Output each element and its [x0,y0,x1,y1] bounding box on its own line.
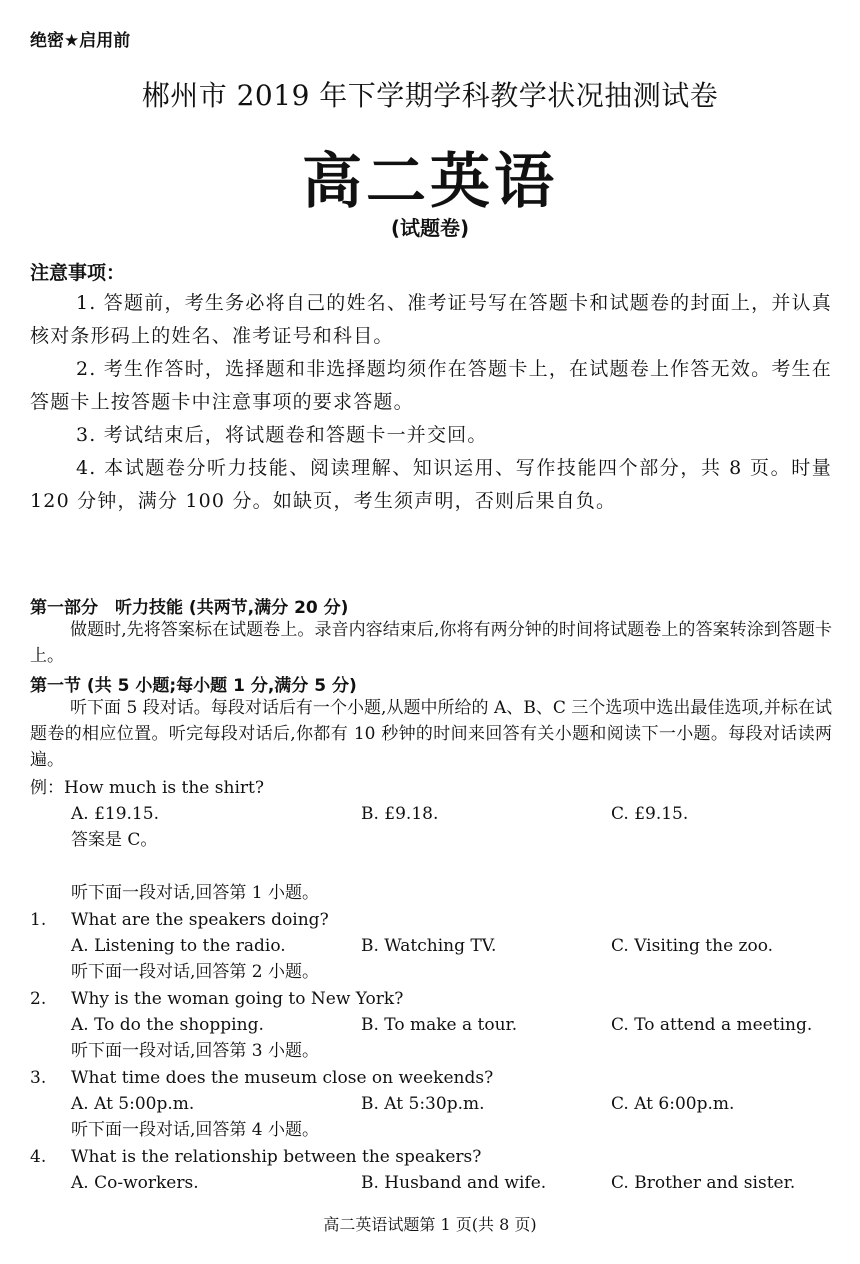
page-footer: 高二英语试题第 1 页(共 8 页) [323,1215,537,1234]
exam-title: 郴州市 2019 年下学期学科教学状况抽测试卷 [141,79,719,112]
option-c: C. To attend a meeting. [611,1015,813,1035]
option-c: C. Brother and sister. [611,1173,796,1193]
example-option-c: C. £9.15. [611,804,689,824]
option-b: B. To make a tour. [361,1015,518,1035]
question-intro: 听下面一段对话,回答第 3 小题。 [71,1041,320,1061]
option-a: A. Co-workers. [71,1173,199,1193]
confidential-mark: 绝密★启用前 [30,31,131,51]
question-intro: 听下面一段对话,回答第 4 小题。 [71,1120,320,1140]
option-b: B. Watching TV. [361,936,497,956]
option-a: A. Listening to the radio. [71,936,286,956]
example-answer: 答案是 C。 [71,830,158,850]
question-intro: 听下面一段对话,回答第 1 小题。 [71,883,320,903]
notice-item: 3. 考试结束后，将试题卷和答题卡一并交回。 [76,424,488,446]
section1-instruction: 听下面 5 段对话。每段对话后有一个小题,从题中所给的 A、B、C 三个选项中选出最佳选项,并标在试题卷的相应位置。听完每段对话后,你都有 10 秒钟的时间来回答有关小题和阅读下一小题。每段对话读两遍。 [30,698,832,770]
option-a: A. To do the shopping. [71,1015,264,1035]
option-b: B. Husband and wife. [361,1173,547,1193]
paper-type: (试题卷) [390,216,470,240]
notice-item: 4. 本试题卷分听力技能、阅读理解、知识运用、写作技能四个部分，共 8 页。时量 120 分钟，满分 100 分。如缺页，考生须声明，否则后果自负。 [30,457,832,512]
example-option-b: B. £9.18. [361,804,439,824]
notice-item: 1. 答题前，考生务必将自己的姓名、准考证号写在答题卡和试题卷的封面上，并认真核对条形码上的姓名、准考证号和科目。 [30,292,832,347]
part1-instruction: 做题时,先将答案标在试题卷上。录音内容结束后,你将有两分钟的时间将试题卷上的答案转涂到答题卡上。 [30,620,832,666]
question-number: 2. [30,989,47,1009]
option-a: A. At 5:00p.m. [71,1094,195,1114]
question-text: What is the relationship between the speakers? [71,1147,482,1167]
section1-heading: 第一节 (共 5 小题;每小题 1 分,满分 5 分) [30,676,357,696]
subject-title: 高二英语 [302,147,558,217]
question-text: Why is the woman going to New York? [71,989,404,1009]
option-b: B. At 5:30p.m. [361,1094,485,1114]
notice-item: 2. 考生作答时，选择题和非选择题均须作在答题卡上，在试题卷上作答无效。考生在答题卡上按答题卡中注意事项的要求答题。 [30,358,832,413]
part1-heading: 第一部分 听力技能 (共两节,满分 20 分) [30,598,349,618]
question-number: 4. [30,1147,47,1167]
question-text: What are the speakers doing? [71,910,329,930]
notice-heading: 注意事项： [30,262,126,284]
question-number: 3. [30,1068,47,1088]
question-intro: 听下面一段对话,回答第 2 小题。 [71,962,320,982]
question-text: What time does the museum close on weekends? [71,1068,494,1088]
example-question: 例：How much is the shirt? [30,778,264,798]
question-number: 1. [30,910,47,930]
option-c: C. Visiting the zoo. [611,936,774,956]
option-c: C. At 6:00p.m. [611,1094,735,1114]
example-option-a: A. £19.15. [71,804,159,824]
